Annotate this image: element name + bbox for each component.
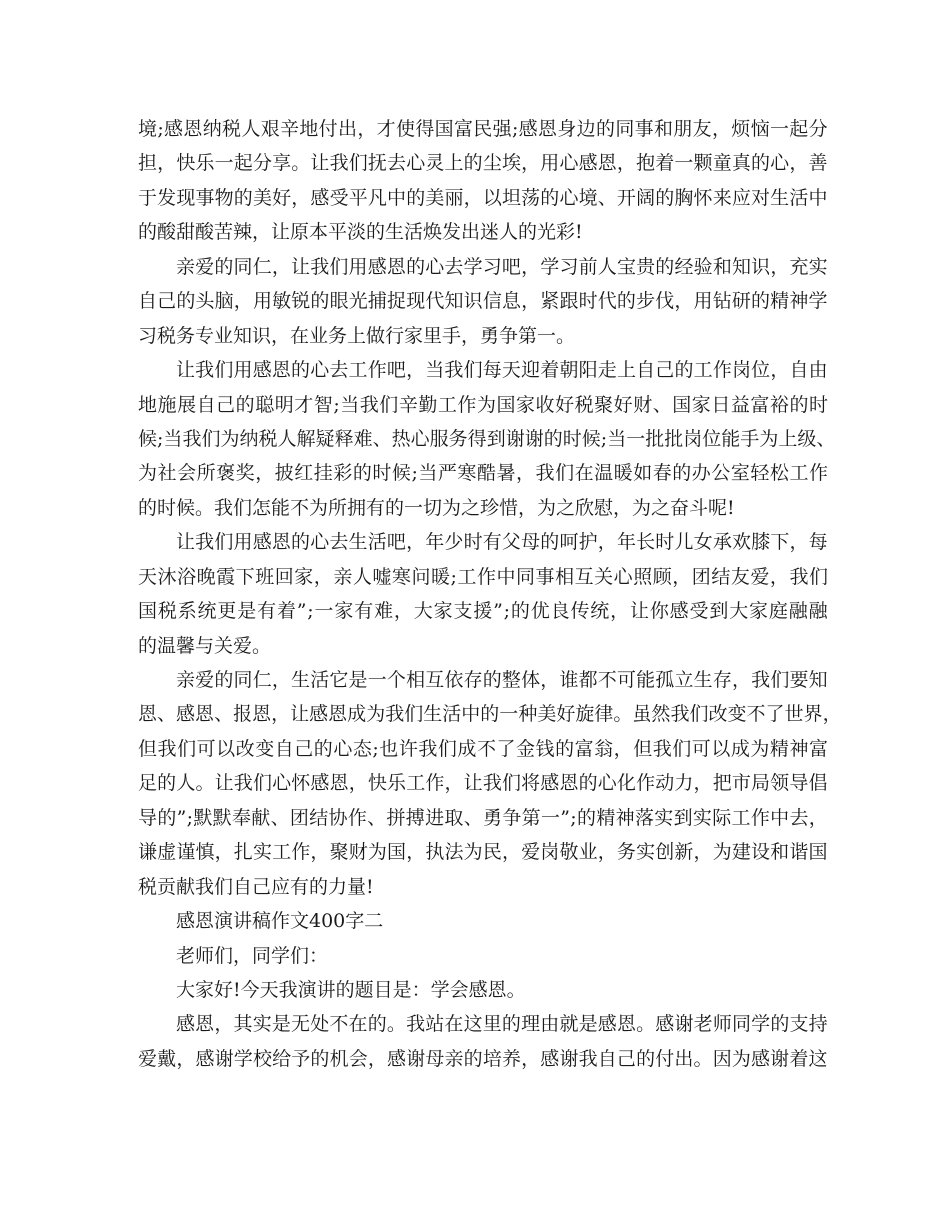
text-line: 习税务专业知识，在业务上做行家里手，勇争第一。 [138,324,576,347]
text-line: 的温馨与关爱。 [138,634,272,657]
text-line: 感 恩 ， 其 实 是 无 处 不 在 的 。 我 站 在 这 里 的 理 由 就 是 感 恩 。 感 谢 老 师 同 学 的 支 持 [176,1013,828,1036]
text-line: 爱 戴 ， 感 谢 学 校 给 予 的 机 会 ， 感 谢 母 亲 的 培 养 ， 感 谢 我 自 己 的 付 出 。 因 为 感 谢 着 这 [138,1047,828,1070]
text-line: 的酸甜酸苦辣，让原本平淡的生活焕发出迷人的光彩! [138,221,583,244]
text-line: 于 发 现 事 物 的 美 好 ， 感 受 平 凡 中 的 美 丽 ， 以 坦 荡 的 心 境 、 开 阔 的 胸 怀 来 应 对 生 活 中 [138,186,828,209]
text-line: 恩 、 感 恩 、 报 恩 ， 让 感 恩 成 为 我 们 生 活 中 的 一 种 美 好 旋 律 。 虽 然 我 们 改 变 不 了 世 界 ， [138,703,842,726]
text-line: 亲 爱 的 同 仁 ， 让 我 们 用 感 恩 的 心 去 学 习 吧 ， 学 习 前 人 宝 贵 的 经 验 和 知 识 ， 充 实 [176,255,828,278]
text-line: 导 的 ” ; 默 默 奉 献 、 团 结 协 作 、 拼 搏 进 取 、 勇 争 第 一 ” ; 的 精 神 落 实 到 实 际 工 作 中 去 ， [138,806,828,829]
text-line: 国 税 系 统 更 是 有 着 ” ; 一 家 有 难 ， 大 家 支 援 ” ; 的 优 良 传 统 ， 让 你 感 受 到 大 家 庭 融 融 [138,600,828,623]
text-line: 的时候。我们怎能不为所拥有的一切为之珍惜，为之欣慰，为之奋斗呢! [138,496,735,519]
text-line: 谦 虚 谨 慎 ， 扎 实 工 作 ， 聚 财 为 国 ， 执 法 为 民 ， 爱 岗 敬 业 ， 务 实 创 新 ， 为 建 设 和 谐 国 [138,841,828,864]
text-line: 自 己 的 头 脑 ， 用 敏 锐 的 眼 光 捕 捉 现 代 知 识 信 息 ， 紧 跟 时 代 的 步 伐 ， 用 钻 研 的 精 神 学 [138,290,828,313]
text-line: 税贡献我们自己应有的力量! [138,875,374,898]
text-line: 让 我 们 用 感 恩 的 心 去 工 作 吧 ， 当 我 们 每 天 迎 着 朝 阳 走 上 自 己 的 工 作 岗 位 ， 自 由 [176,359,828,382]
text-line: 但 我 们 可 以 改 变 自 己 的 心 态 ; 也 许 我 们 成 不 了 金 钱 的 富 翁 ， 但 我 们 可 以 成 为 精 神 富 [138,737,828,760]
text-line: 亲 爱 的 同 仁 ， 生 活 它 是 一 个 相 互 依 存 的 整 体 ， 谁 都 不 可 能 孤 立 生 存 ， 我 们 要 知 [176,669,828,691]
text-line: 足 的 人 。 让 我 们 心 怀 感 恩 ， 快 乐 工 作 ， 让 我 们 将 感 恩 的 心 化 作 动 力 ， 把 市 局 领 导 倡 [138,772,828,795]
text-line: 天 沐 浴 晚 霞 下 班 回 家 ， 亲 人 嘘 寒 问 暖 ; 工 作 中 同 事 相 互 关 心 照 顾 ， 团 结 友 爱 ， 我 们 [138,565,828,588]
document-body [138,112,842,1076]
text-line: 担 ， 快 乐 一 起 分 享 。 让 我 们 抚 去 心 灵 上 的 尘 埃 ， 用 心 感 恩 ， 抱 着 一 颗 童 真 的 心 ， 善 [138,152,828,175]
text-line: 境 ; 感 恩 纳 税 人 艰 辛 地 付 出 ， 才 使 得 国 富 民 强 ; 感 恩 身 边 的 同 事 和 朋 友 ， 烦 恼 一 起 分 [138,118,828,140]
text-line: 让 我 们 用 感 恩 的 心 去 生 活 吧 ， 年 少 时 有 父 母 的 呵 护 ， 年 长 时 儿 女 承 欢 膝 下 ， 每 [176,531,828,554]
text-line: 地 施 展 自 己 的 聪 明 才 智 ; 当 我 们 辛 勤 工 作 为 国 家 收 好 税 聚 好 财 、 国 家 日 益 富 裕 的 时 [138,393,828,416]
text-line: 大家好!今天我演讲的题目是：学会感恩。 [176,978,526,1001]
text-line: 候 ; 当 我 们 为 纳 税 人 解 疑 释 难 、 热 心 服 务 得 到 谢 谢 的 时 候 ; 当 一 批 批 岗 位 能 手 为 上 级 、 [138,427,836,450]
text-line: 感恩演讲稿作文400字二 [176,910,384,933]
text-line: 为 社 会 所 褒 奖 ， 披 红 挂 彩 的 时 候 ; 当 严 寒 酷 暑 ， 我 们 在 温 暖 如 春 的 办 公 室 轻 松 工 作 [138,462,828,485]
text-line: 老师们，同学们： [176,944,329,967]
